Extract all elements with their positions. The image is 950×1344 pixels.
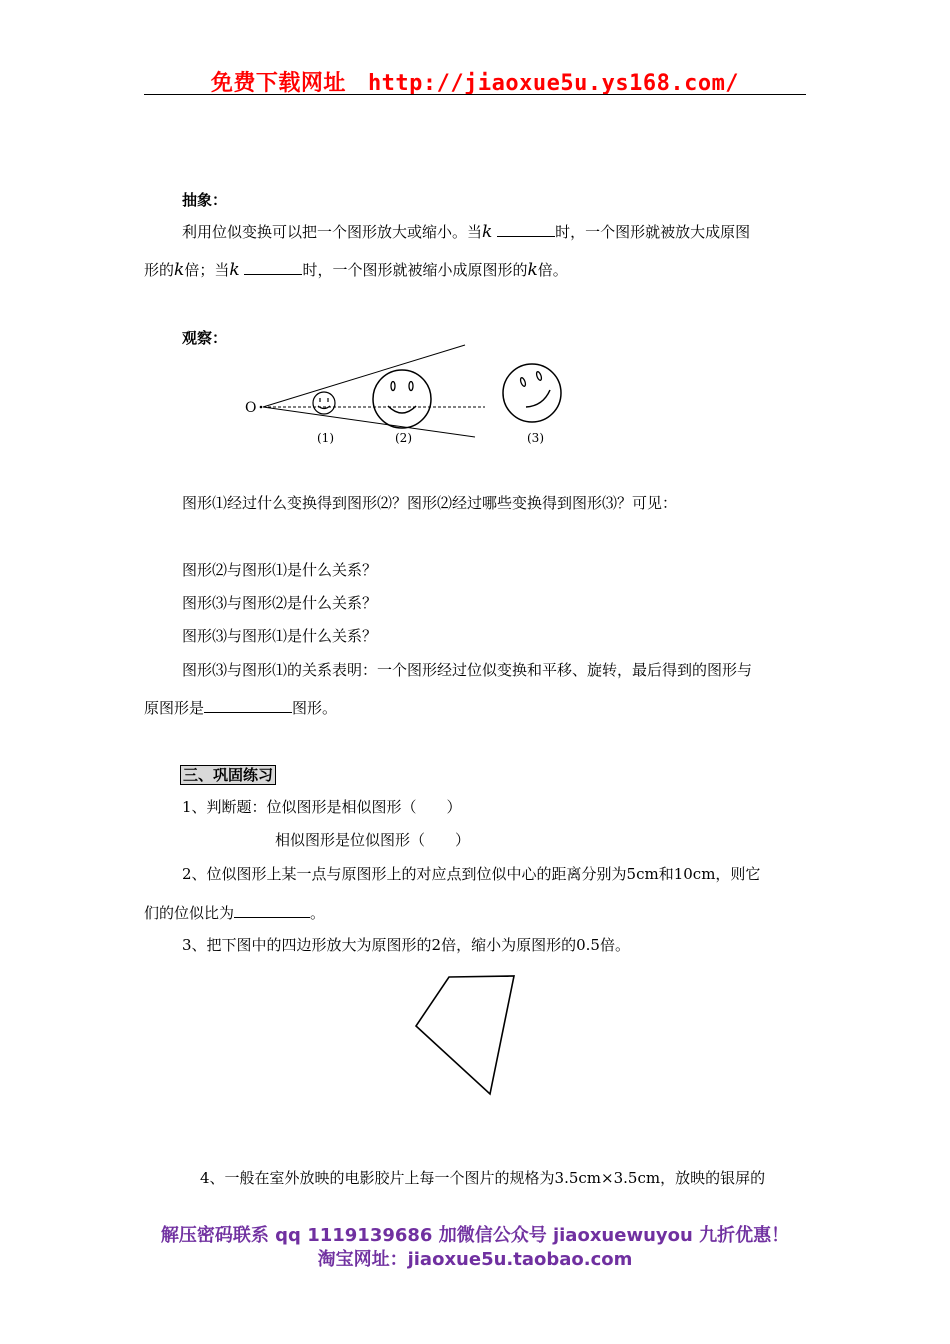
smiley-face-3 bbox=[503, 364, 561, 422]
blank-1[interactable] bbox=[497, 221, 555, 237]
figure-label-1: (1) bbox=[317, 431, 334, 445]
practice-4: 4、一般在室外放映的电影胶片上每一个图片的规格为3.5cm×3.5cm，放映的银屏的 bbox=[200, 1169, 766, 1187]
header bbox=[144, 66, 806, 97]
observe-conclusion-b: 原图形是 图形。 bbox=[144, 699, 338, 717]
ray-lower bbox=[263, 407, 475, 437]
footer-contact: 解压密码联系 qq 1119139686 加微信公众号 jiaoxuewuyou 九折优惠！ bbox=[160, 1225, 790, 1246]
ray-upper bbox=[263, 345, 465, 407]
abstract-title: 抽象： bbox=[182, 191, 228, 209]
practice-1b: 相似图形是位似图形（ ） bbox=[275, 831, 471, 849]
quadrilateral-shape bbox=[416, 976, 514, 1094]
similarity-figure bbox=[230, 340, 590, 450]
observe-q2: 图形⑶与图形⑵是什么关系？ bbox=[182, 594, 378, 612]
observe-question: 图形⑴经过什么变换得到图形⑵？图形⑵经过哪些变换得到图形⑶？可见： bbox=[182, 494, 678, 512]
blank-4[interactable] bbox=[234, 902, 310, 918]
header-url[interactable]: http://jiaoxue5u.ys168.com/ bbox=[367, 71, 740, 96]
smiley-face-1 bbox=[313, 392, 335, 414]
abstract-line1: 利用位似变换可以把一个图形放大或缩小。当k 时，一个图形就被放大成原图 bbox=[182, 222, 751, 242]
blank-3[interactable] bbox=[204, 697, 292, 713]
observe-q3: 图形⑶与图形⑴是什么关系？ bbox=[182, 627, 378, 645]
footer-taobao[interactable]: 淘宝网址：jiaoxue5u.taobao.com bbox=[317, 1249, 633, 1270]
header-label: 免费下载网址 bbox=[210, 71, 346, 96]
observe-q1: 图形⑵与图形⑴是什么关系？ bbox=[182, 561, 378, 579]
observe-conclusion-a: 图形⑶与图形⑴的关系表明：一个图形经过位似变换和平移、旋转，最后得到的图形与 bbox=[182, 661, 753, 679]
practice-3: 3、把下图中的四边形放大为原图形的2倍，缩小为原图形的0.5倍。 bbox=[182, 936, 630, 954]
abstract-line2: 形的k倍；当k 时，一个图形就被缩小成原图形的k倍。 bbox=[144, 260, 568, 280]
practice-2a: 2、位似图形上某一点与原图形上的对应点到位似中心的距离分别为5cm和10cm，则它 bbox=[182, 865, 761, 883]
practice-2b: 们的位似比为 。 bbox=[144, 904, 326, 922]
figure-label-3: (3) bbox=[527, 431, 544, 445]
quadrilateral-figure bbox=[405, 968, 525, 1108]
blank-2[interactable] bbox=[244, 259, 302, 275]
header-divider bbox=[144, 94, 806, 95]
practice-1a: 1、判断题：位似图形是相似图形（ ） bbox=[182, 798, 462, 816]
origin-label: O bbox=[245, 400, 257, 416]
observe-title: 观察： bbox=[182, 329, 228, 347]
origin-point bbox=[260, 406, 263, 409]
smiley-face-2 bbox=[373, 370, 431, 428]
practice-title: 三、巩固练习 bbox=[180, 764, 276, 785]
figure-label-2: (2) bbox=[395, 431, 412, 445]
